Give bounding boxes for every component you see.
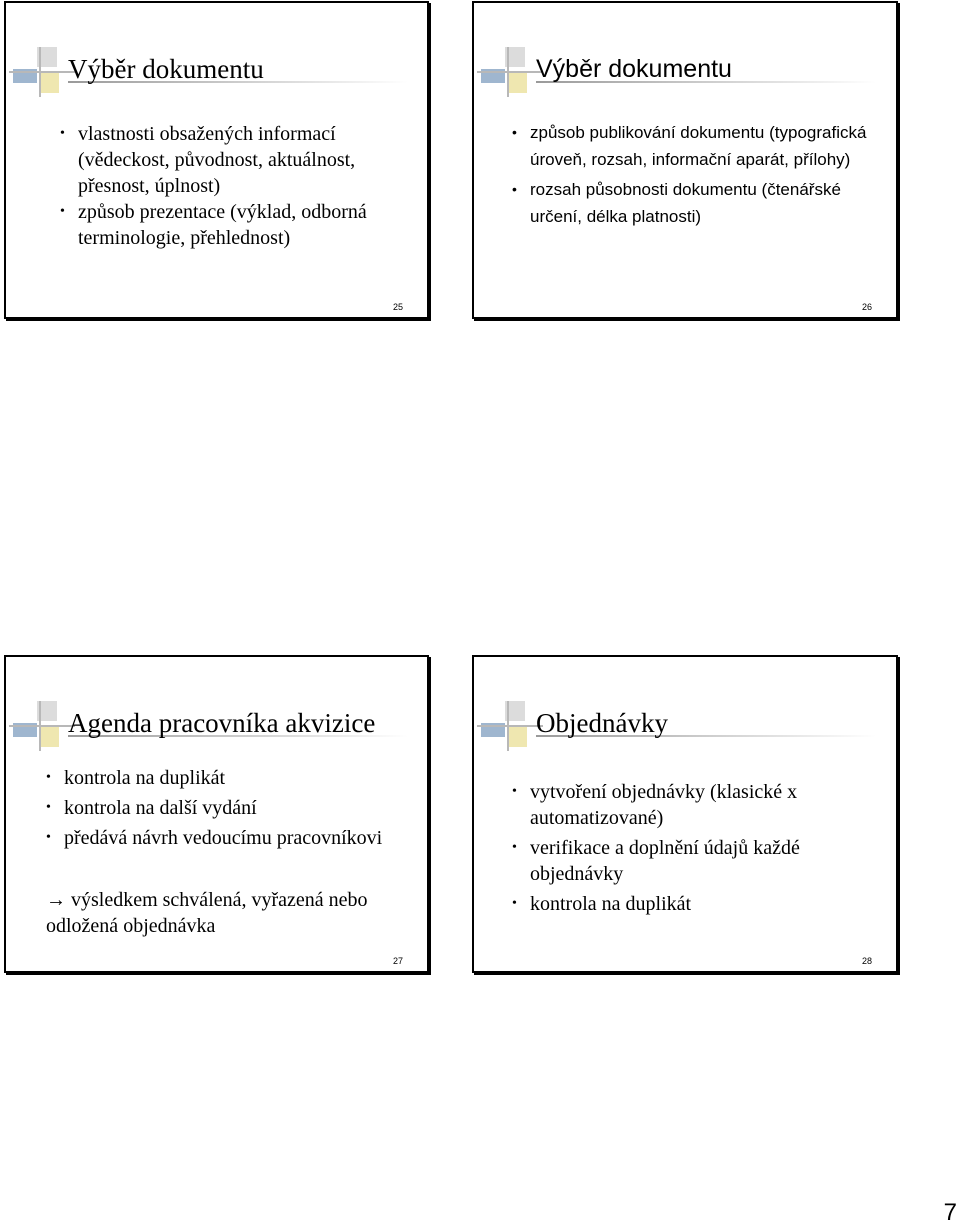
list-item: • vytvoření objednávky (klasické x automatizované)	[512, 781, 798, 829]
list-item: • rozsah působnosti dokumentu (čtenářské určení, délka platnosti)	[512, 180, 841, 226]
slide-number: 26	[861, 302, 872, 312]
bullet-list	[510, 119, 880, 233]
list-item: • verifikace a doplnění údajů každé objednávky	[512, 837, 800, 885]
bullet-list	[44, 765, 424, 855]
slide-logo	[477, 47, 543, 97]
list-item: • způsob publikování dokumentu (typografická úroveň, rozsah, informační aparát, přílohy)	[512, 123, 867, 169]
slide-number: 28	[861, 956, 872, 966]
slide-26	[472, 1, 898, 319]
list-item: • způsob prezentace (výklad, odborná terminologie, přehlednost)	[60, 201, 367, 249]
slide-28	[472, 655, 898, 973]
list-item: • kontrola na duplikát	[512, 893, 692, 915]
slide-number: 27	[392, 956, 403, 966]
list-item: • vlastnosti obsažených informací (vědeckost, původnost, aktuálnost, přesnost, úplnost)	[60, 123, 356, 197]
slide-title: Agenda pracovníka akvizice	[68, 708, 376, 738]
slide-title: Výběr dokumentu	[68, 54, 264, 84]
slide-25	[4, 1, 429, 319]
bullet-list	[510, 779, 880, 921]
list-item: • kontrola na duplikát	[46, 767, 226, 789]
result-note: → výsledkem schválená, vyřazená nebo odložená objednávka	[46, 889, 368, 937]
bullet-list	[58, 121, 403, 251]
list-item: • kontrola na další vydání	[46, 797, 257, 819]
slide-logo	[477, 701, 543, 751]
slide-title: Objednávky	[536, 708, 668, 738]
slide-title: Výběr dokumentu	[536, 55, 732, 83]
slide-27	[4, 655, 429, 973]
list-item: • předává návrh vedoucímu pracovníkovi	[46, 827, 383, 849]
slide-number: 25	[392, 302, 403, 312]
slide-logo	[9, 47, 75, 97]
slide-logo	[9, 701, 75, 751]
page-number: 7	[943, 1199, 957, 1226]
